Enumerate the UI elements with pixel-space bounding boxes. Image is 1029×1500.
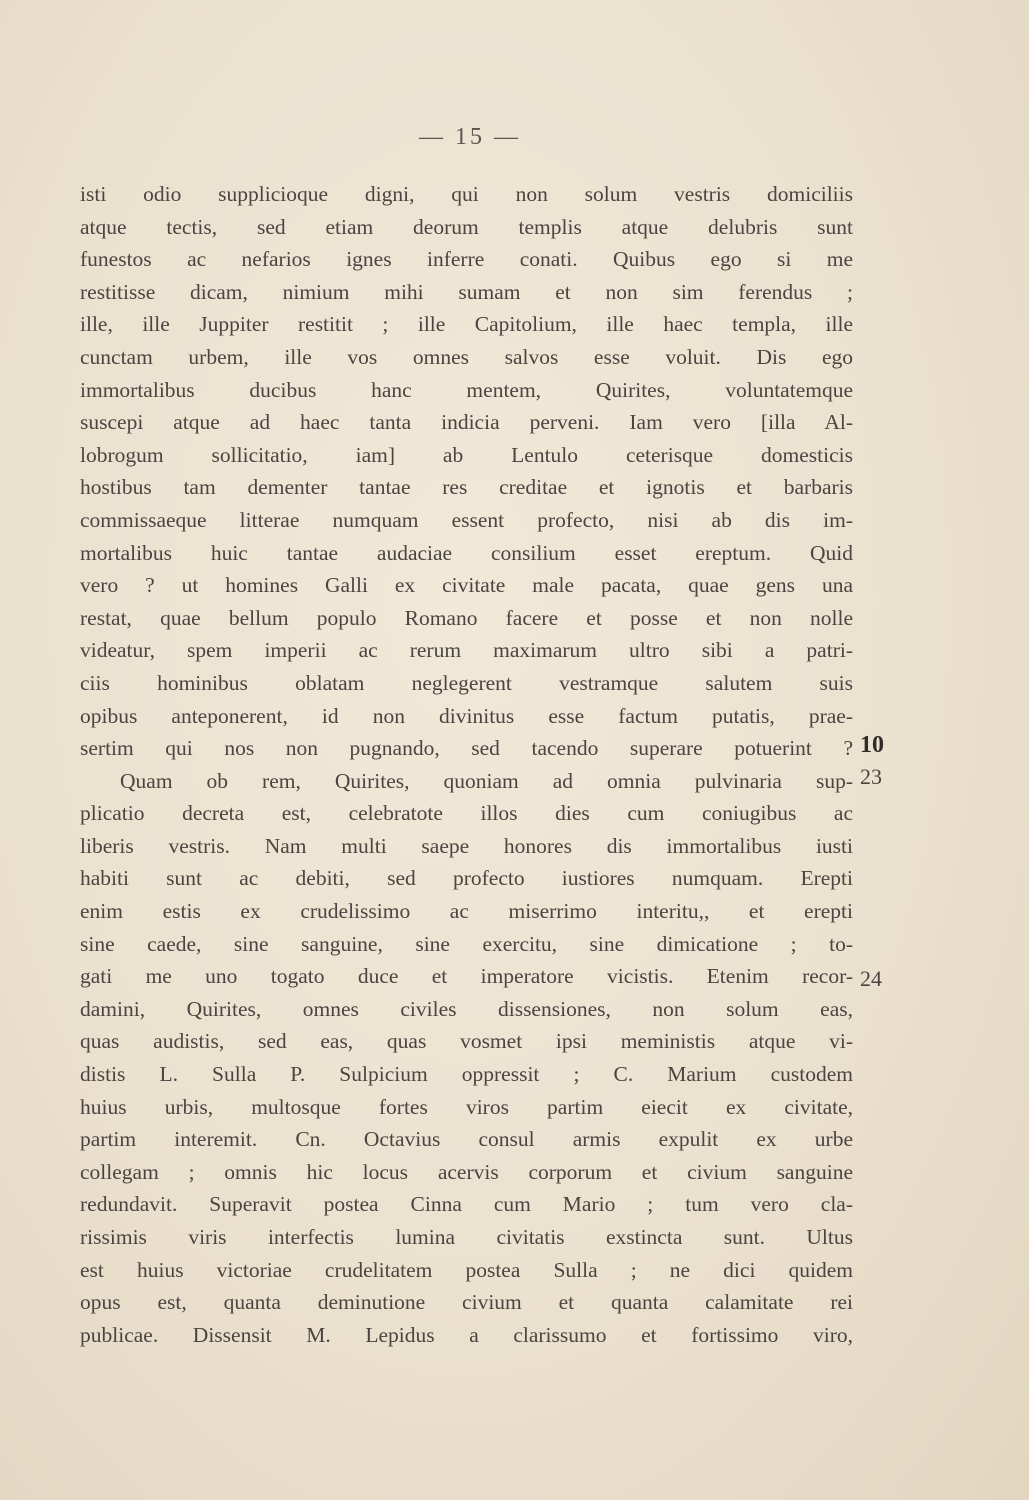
text-line: vero ? ut homines Galli ex civitate male pacata, quae gens una <box>80 573 853 598</box>
text-line: commissaeque litterae numquam essent profecto, nisi ab dis im- <box>80 507 853 532</box>
text-line: ciis hominibus oblatam neglegerent vestramque salutem suis <box>80 670 853 695</box>
text-line: suscepi atque ad haec tanta indicia perveni. Iam vero [illa Al- <box>80 410 853 435</box>
text-line: partim interemit. Cn. Octavius consul armis expulit ex urbe <box>80 1127 853 1152</box>
text-line: sine caede, sine sanguine, sine exercitu, sine dimicatione ; to- <box>80 931 853 956</box>
text-line: rissimis viris interfectis lumina civitatis exstincta sunt. Ultus <box>80 1225 853 1249</box>
text-line: lobrogum sollicitatio, iam] ab Lentulo ceterisque domesticis <box>80 442 853 467</box>
text-block <box>80 178 853 1351</box>
text-line: distis L. Sulla P. Sulpicium oppressit ; C. Marium custodem <box>80 1062 853 1087</box>
page-number: — 15 — <box>419 124 521 150</box>
text-line: sertim qui nos non pugnando, sed tacendo superare potuerint ? <box>80 736 853 761</box>
text-line: hostibus tam dementer tantae res creditae et ignotis et barbaris <box>80 475 853 500</box>
text-line: funestos ac nefarios ignes inferre conati. Quibus ego si me <box>80 247 853 272</box>
text-line: isti odio supplicioque digni, qui non solum vestris domiciliis <box>80 182 853 206</box>
text-line: immortalibus ducibus hanc mentem, Quirites, voluntatemque <box>80 377 853 402</box>
text-line: cunctam urbem, ille vos omnes salvos esse voluit. Dis ego <box>80 344 853 369</box>
text-line: plicatio decreta est, celebratote illos dies cum coniugibus ac <box>80 801 853 826</box>
margin-line-number: 23 <box>860 764 882 789</box>
text-line: mortalibus huic tantae audaciae consilium esset ereptum. Quid <box>80 540 853 565</box>
text-line: publicae. Dissensit M. Lepidus a clarissumo et fortissimo viro, <box>80 1322 853 1347</box>
text-line: quas audistis, sed eas, quas vosmet ipsi meministis atque vi- <box>80 1029 853 1054</box>
text-line: restat, quae bellum populo Romano facere et posse et non nolle <box>80 605 853 630</box>
text-line: damini, Quirites, omnes civiles dissensiones, non solum eas, <box>80 996 853 1021</box>
text-line: huius urbis, multosque fortes viros partim eiecit ex civitate, <box>80 1094 853 1119</box>
text-line: redundavit. Superavit postea Cinna cum Mario ; tum vero cla- <box>80 1192 853 1217</box>
text-line: opibus anteponerent, id non divinitus esse factum putatis, prae- <box>80 703 853 728</box>
text-line: liberis vestris. Nam multi saepe honores dis immortalibus iusti <box>80 833 853 858</box>
text-line: gati me uno togato duce et imperatore vicistis. Etenim recor- <box>80 964 853 989</box>
text-line: ille, ille Juppiter restitit ; ille Capitolium, ille haec templa, ille <box>80 312 853 337</box>
margin-line-number: 24 <box>860 966 882 991</box>
text-line: atque tectis, sed etiam deorum templis atque delubris sunt <box>80 214 853 239</box>
text-line: enim estis ex crudelissimo ac miserrimo interitu,, et erepti <box>80 899 853 924</box>
text-line: habiti sunt ac debiti, sed profecto iustiores numquam. Erepti <box>80 866 853 891</box>
text-line: collegam ; omnis hic locus acervis corporum et civium sanguine <box>80 1159 853 1184</box>
text-line: restitisse dicam, nimium mihi sumam et non sim ferendus ; <box>80 279 853 304</box>
margin-section-number: 10 <box>860 732 884 758</box>
text-line: opus est, quanta deminutione civium et quanta calamitate rei <box>80 1290 853 1315</box>
text-line: videatur, spem imperii ac rerum maximarum ultro sibi a patri- <box>80 638 853 663</box>
text-line-paragraph-start: Quam ob rem, Quirites, quoniam ad omnia pulvinaria sup- <box>120 768 853 793</box>
text-line: est huius victoriae crudelitatem postea Sulla ; ne dici quidem <box>80 1257 853 1282</box>
